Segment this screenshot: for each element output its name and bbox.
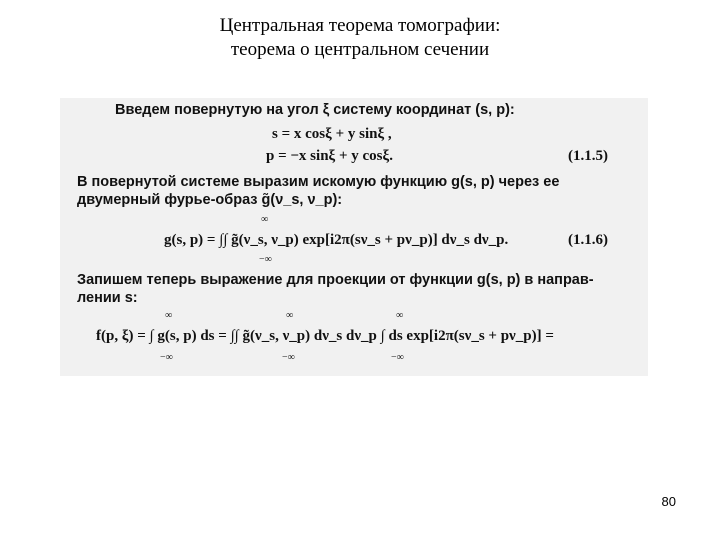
- page-number: 80: [661, 494, 676, 509]
- integral-2-lower-limit: −∞: [282, 352, 295, 363]
- text-line-2: В повернутой системе выразим искомую функцию g(s, p) через ее: [77, 174, 560, 190]
- integral-upper-limit: ∞: [261, 214, 269, 225]
- integral-lower-limit: −∞: [259, 254, 272, 265]
- integral-2-upper-limit: ∞: [286, 310, 294, 321]
- integral-3-lower-limit: −∞: [391, 352, 404, 363]
- scanned-page-excerpt: [60, 98, 648, 376]
- equation-number-1-1-5: (1.1.5): [568, 148, 608, 164]
- text-line-3: двумерный фурье-образ g̃(ν_s, ν_p):: [77, 192, 343, 208]
- equation-s: s = x cosξ + y sinξ ,: [272, 126, 392, 142]
- equation-p: p = −x sinξ + y cosξ.: [266, 148, 393, 164]
- slide-title-line-1: Центральная теорема томографии:: [219, 15, 501, 36]
- integral-3-upper-limit: ∞: [396, 310, 404, 321]
- equation-projection: f(p, ξ) = ∫ g(s, p) ds = ∫∫ g̃(ν_s, ν_p) dν_s dν_p ∫ ds exp[i2π(sν_s + pν_p)] =: [96, 328, 554, 344]
- text-line-5: лении s:: [77, 290, 138, 306]
- equation-g-inverse-fourier: g(s, p) = ∫∫ g̃(ν_s, ν_p) exp[i2π(sν_s + pν_p)] dν_s dν_p.: [164, 232, 509, 248]
- slide-title-line-2: теорема о центральном сечении: [230, 39, 490, 60]
- equation-number-1-1-6: (1.1.6): [568, 232, 608, 248]
- integral-1-upper-limit: ∞: [165, 310, 173, 321]
- text-line-1: Введем повернутую на угол ξ систему координат (s, p):: [115, 102, 515, 118]
- integral-1-lower-limit: −∞: [160, 352, 173, 363]
- slide-title: [0, 14, 720, 62]
- text-line-4: Запишем теперь выражение для проекции от функции g(s, p) в направ-: [77, 272, 594, 288]
